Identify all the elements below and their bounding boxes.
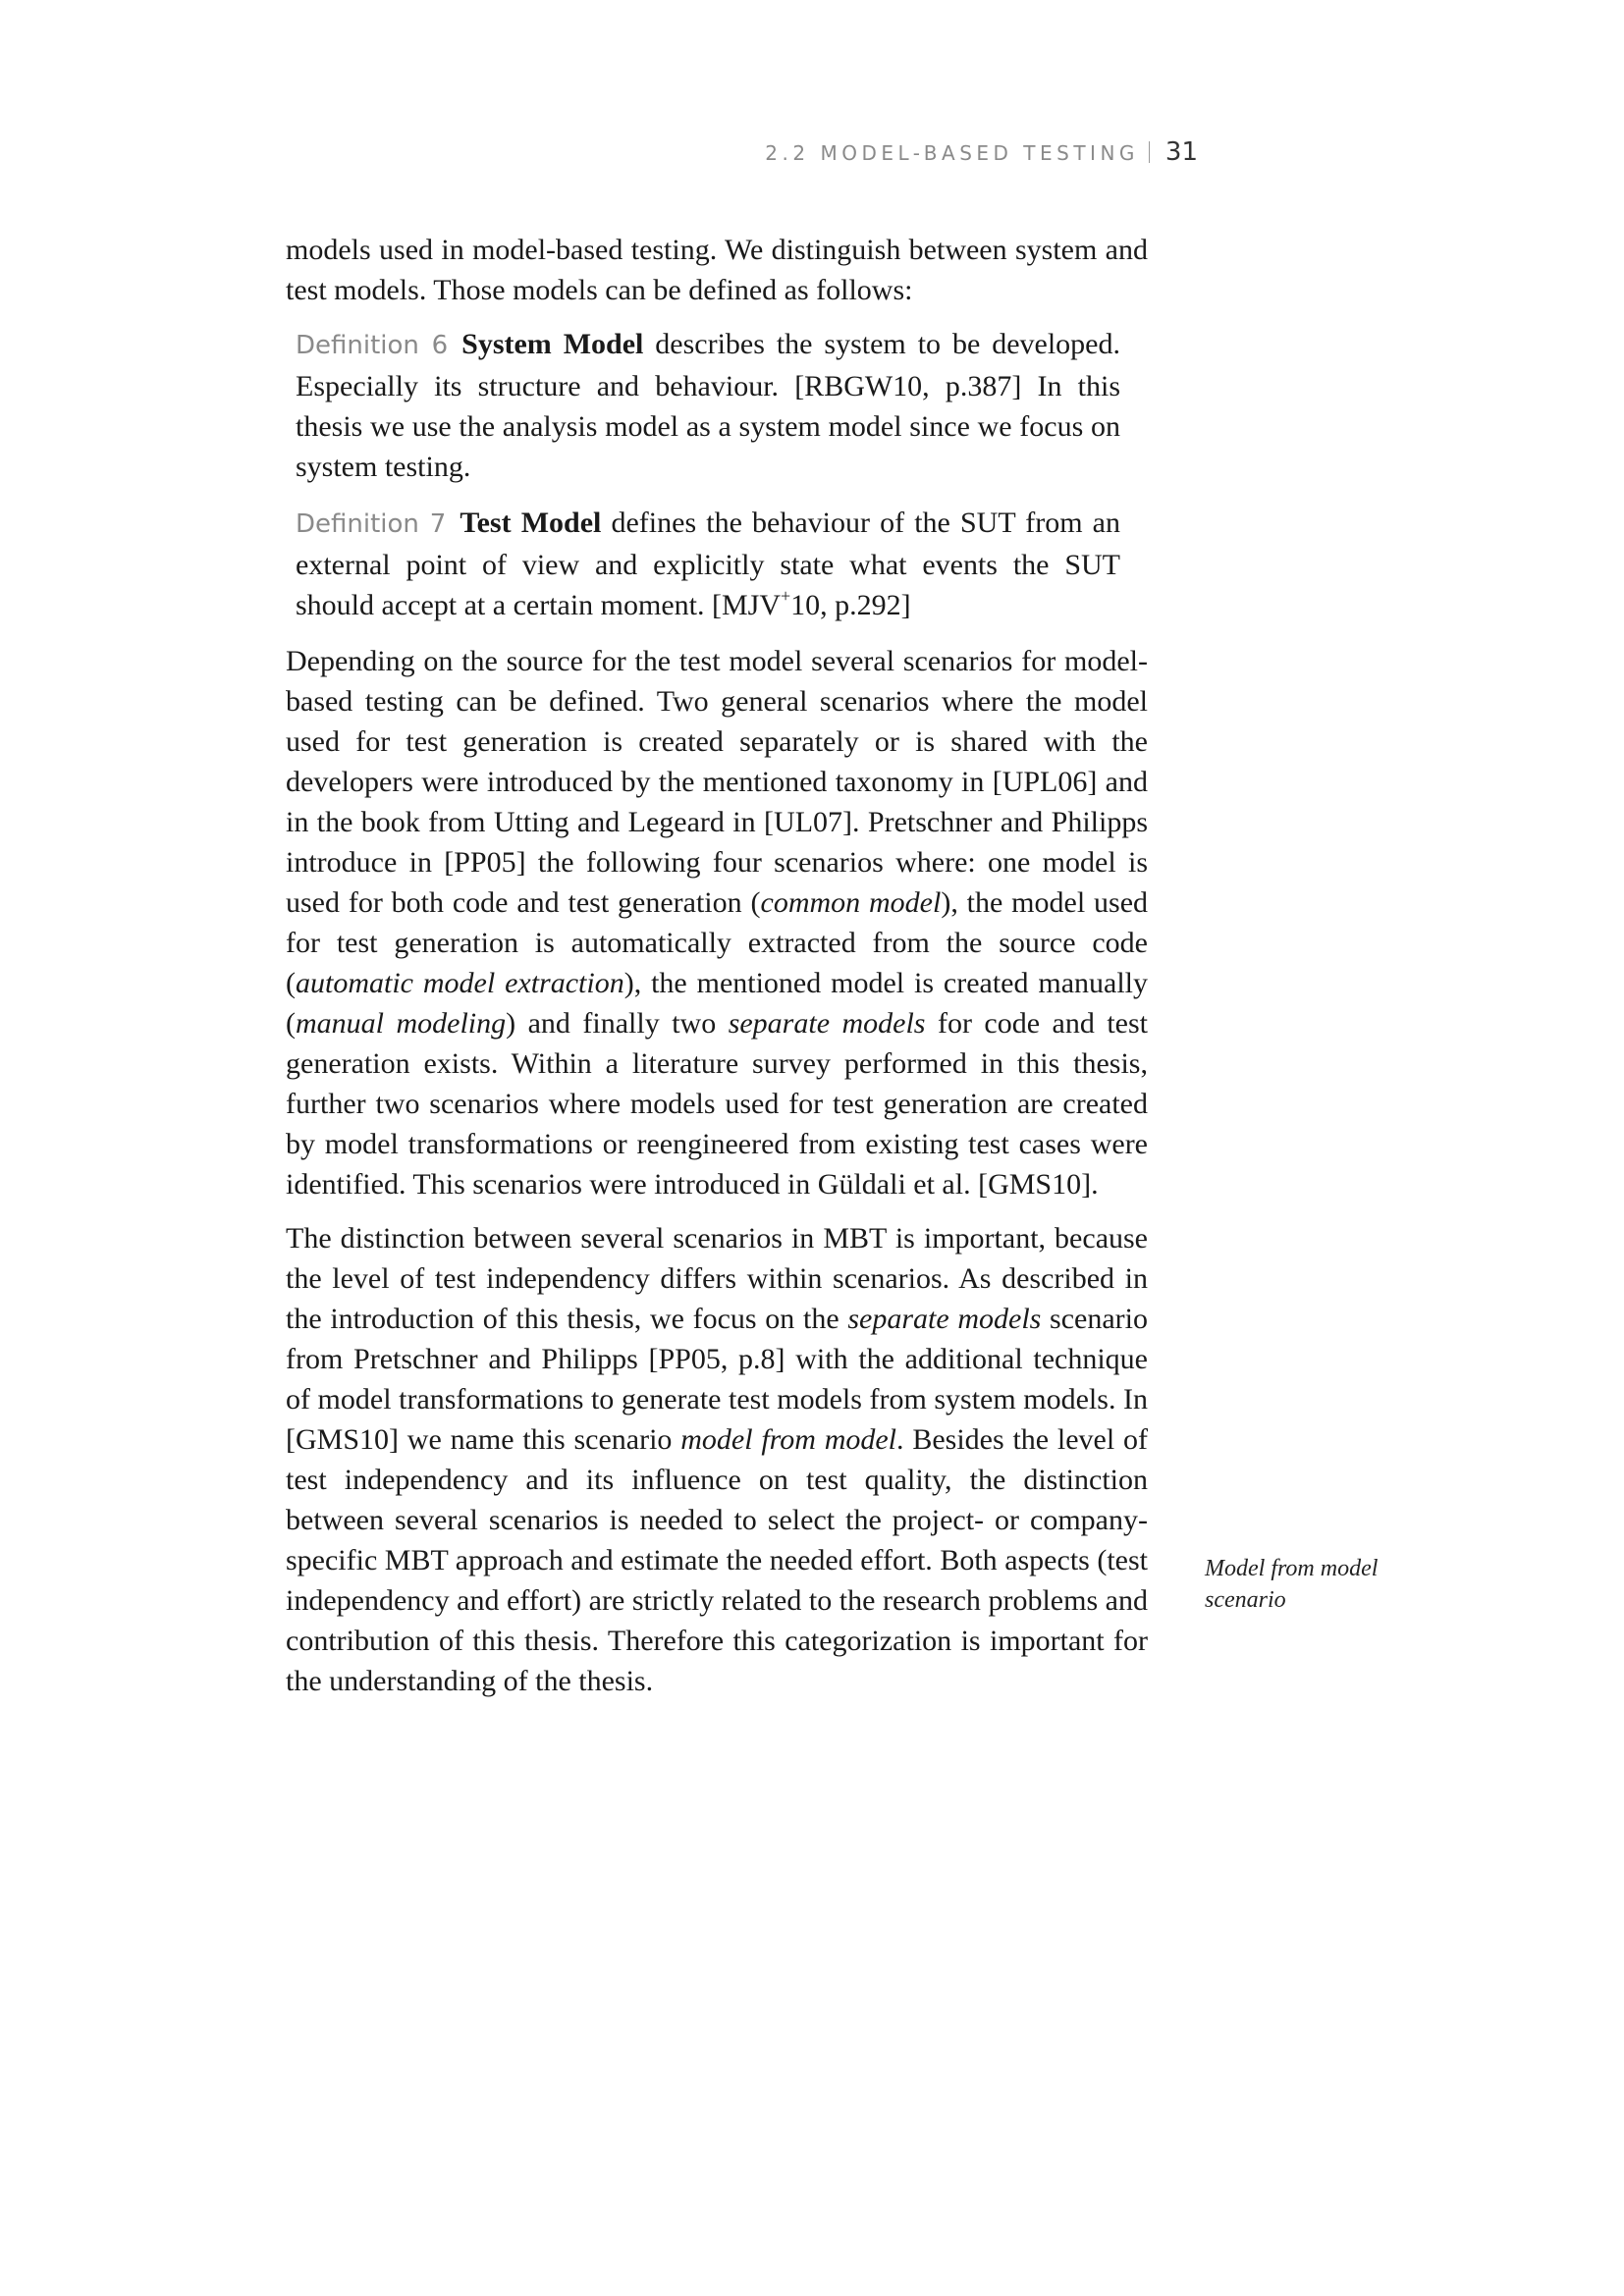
section-title: 2.2 MODEL-BASED TESTING	[765, 141, 1139, 165]
definition-text-end: 10, p.292]	[790, 589, 911, 621]
text-run: Depending on the source for the test model several scenarios for model-based testing can be defined. Two general scenarios where the model used for test generation is created separately or is shared with the developers were introduced by the mentioned taxonomy in [UPL06] and in the book from Utting and Legeard in [UL07]. Pretschner and Philipps introduce in [PP05] the following four scenarios where: one model is used for both code and test generation (	[286, 645, 1148, 919]
definition-7	[286, 503, 1148, 625]
text-run: ) and finally two	[506, 1007, 729, 1040]
definition-label: Definition 7	[296, 509, 447, 539]
margin-note: Model from model scenario	[1205, 1556, 1379, 1613]
header-divider	[1149, 141, 1150, 163]
emphasis: separate models	[728, 1007, 926, 1040]
text-run: ), the model used for test generation is automatically extracted from the source code (	[286, 886, 1149, 999]
paragraph-scenarios	[286, 641, 1148, 1204]
text-run: . Besides the level of test independency and its influence on test quality, the distinction between several scenarios is needed to select the project- or company-specific MBT approach and estimate the needed effort. Both aspects (test independency and effort) are strictly related to the research problems and contribution of this thesis. Therefore this categorization is important for the understanding of the thesis.	[286, 1423, 1148, 1697]
page-number: 31	[1164, 137, 1198, 167]
paragraph-intro: models used in model-based testing. We distinguish between system and test models. Those models can be defined as follows:	[286, 234, 1148, 306]
definition-label: Definition 6	[296, 331, 449, 360]
paragraph-distinction	[286, 1218, 1148, 1701]
definition-6	[286, 324, 1148, 487]
text-run: The distinction between several scenarios in MBT is important, because the level of test independency differs within scenarios. As described in the introduction of this thesis, we focus on the	[286, 1222, 1148, 1335]
superscript-plus: +	[781, 586, 791, 606]
emphasis: common model	[760, 886, 942, 919]
definition-text: defines the behaviour of the SUT from an external point of view and explicitly state what events the SUT should accept at a certain moment. [MJV	[296, 507, 1120, 621]
emphasis: manual modeling	[296, 1007, 507, 1040]
definition-text: describes the system to be developed. Especially its structure and behaviour. [RBGW10, p.387] In this thesis we use the analysis model as a system model since we focus on system testing.	[296, 328, 1120, 483]
text-run: for code and test generation exists. Within a literature survey performed in this thesis, further two scenarios where models used for test generation are created by model transformations or reengineered from existing test cases were identified. This scenarios were introduced in Güldali et al. [GMS10].	[286, 1007, 1148, 1201]
text-run: scenario from Pretschner and Philipps [PP05, p.8] with the additional technique of model transformations to generate test models from system models. In [GMS10] we name this scenario	[286, 1303, 1149, 1456]
text-run: ), the mentioned model is created manually (	[286, 967, 1148, 1040]
main-text	[286, 230, 1148, 1715]
running-head	[285, 137, 1198, 167]
definition-term: Test Model	[460, 507, 602, 539]
emphasis: model from model	[680, 1423, 897, 1456]
emphasis: separate models	[847, 1303, 1042, 1335]
definition-term: System Model	[461, 328, 644, 360]
emphasis: automatic model extraction	[296, 967, 624, 999]
